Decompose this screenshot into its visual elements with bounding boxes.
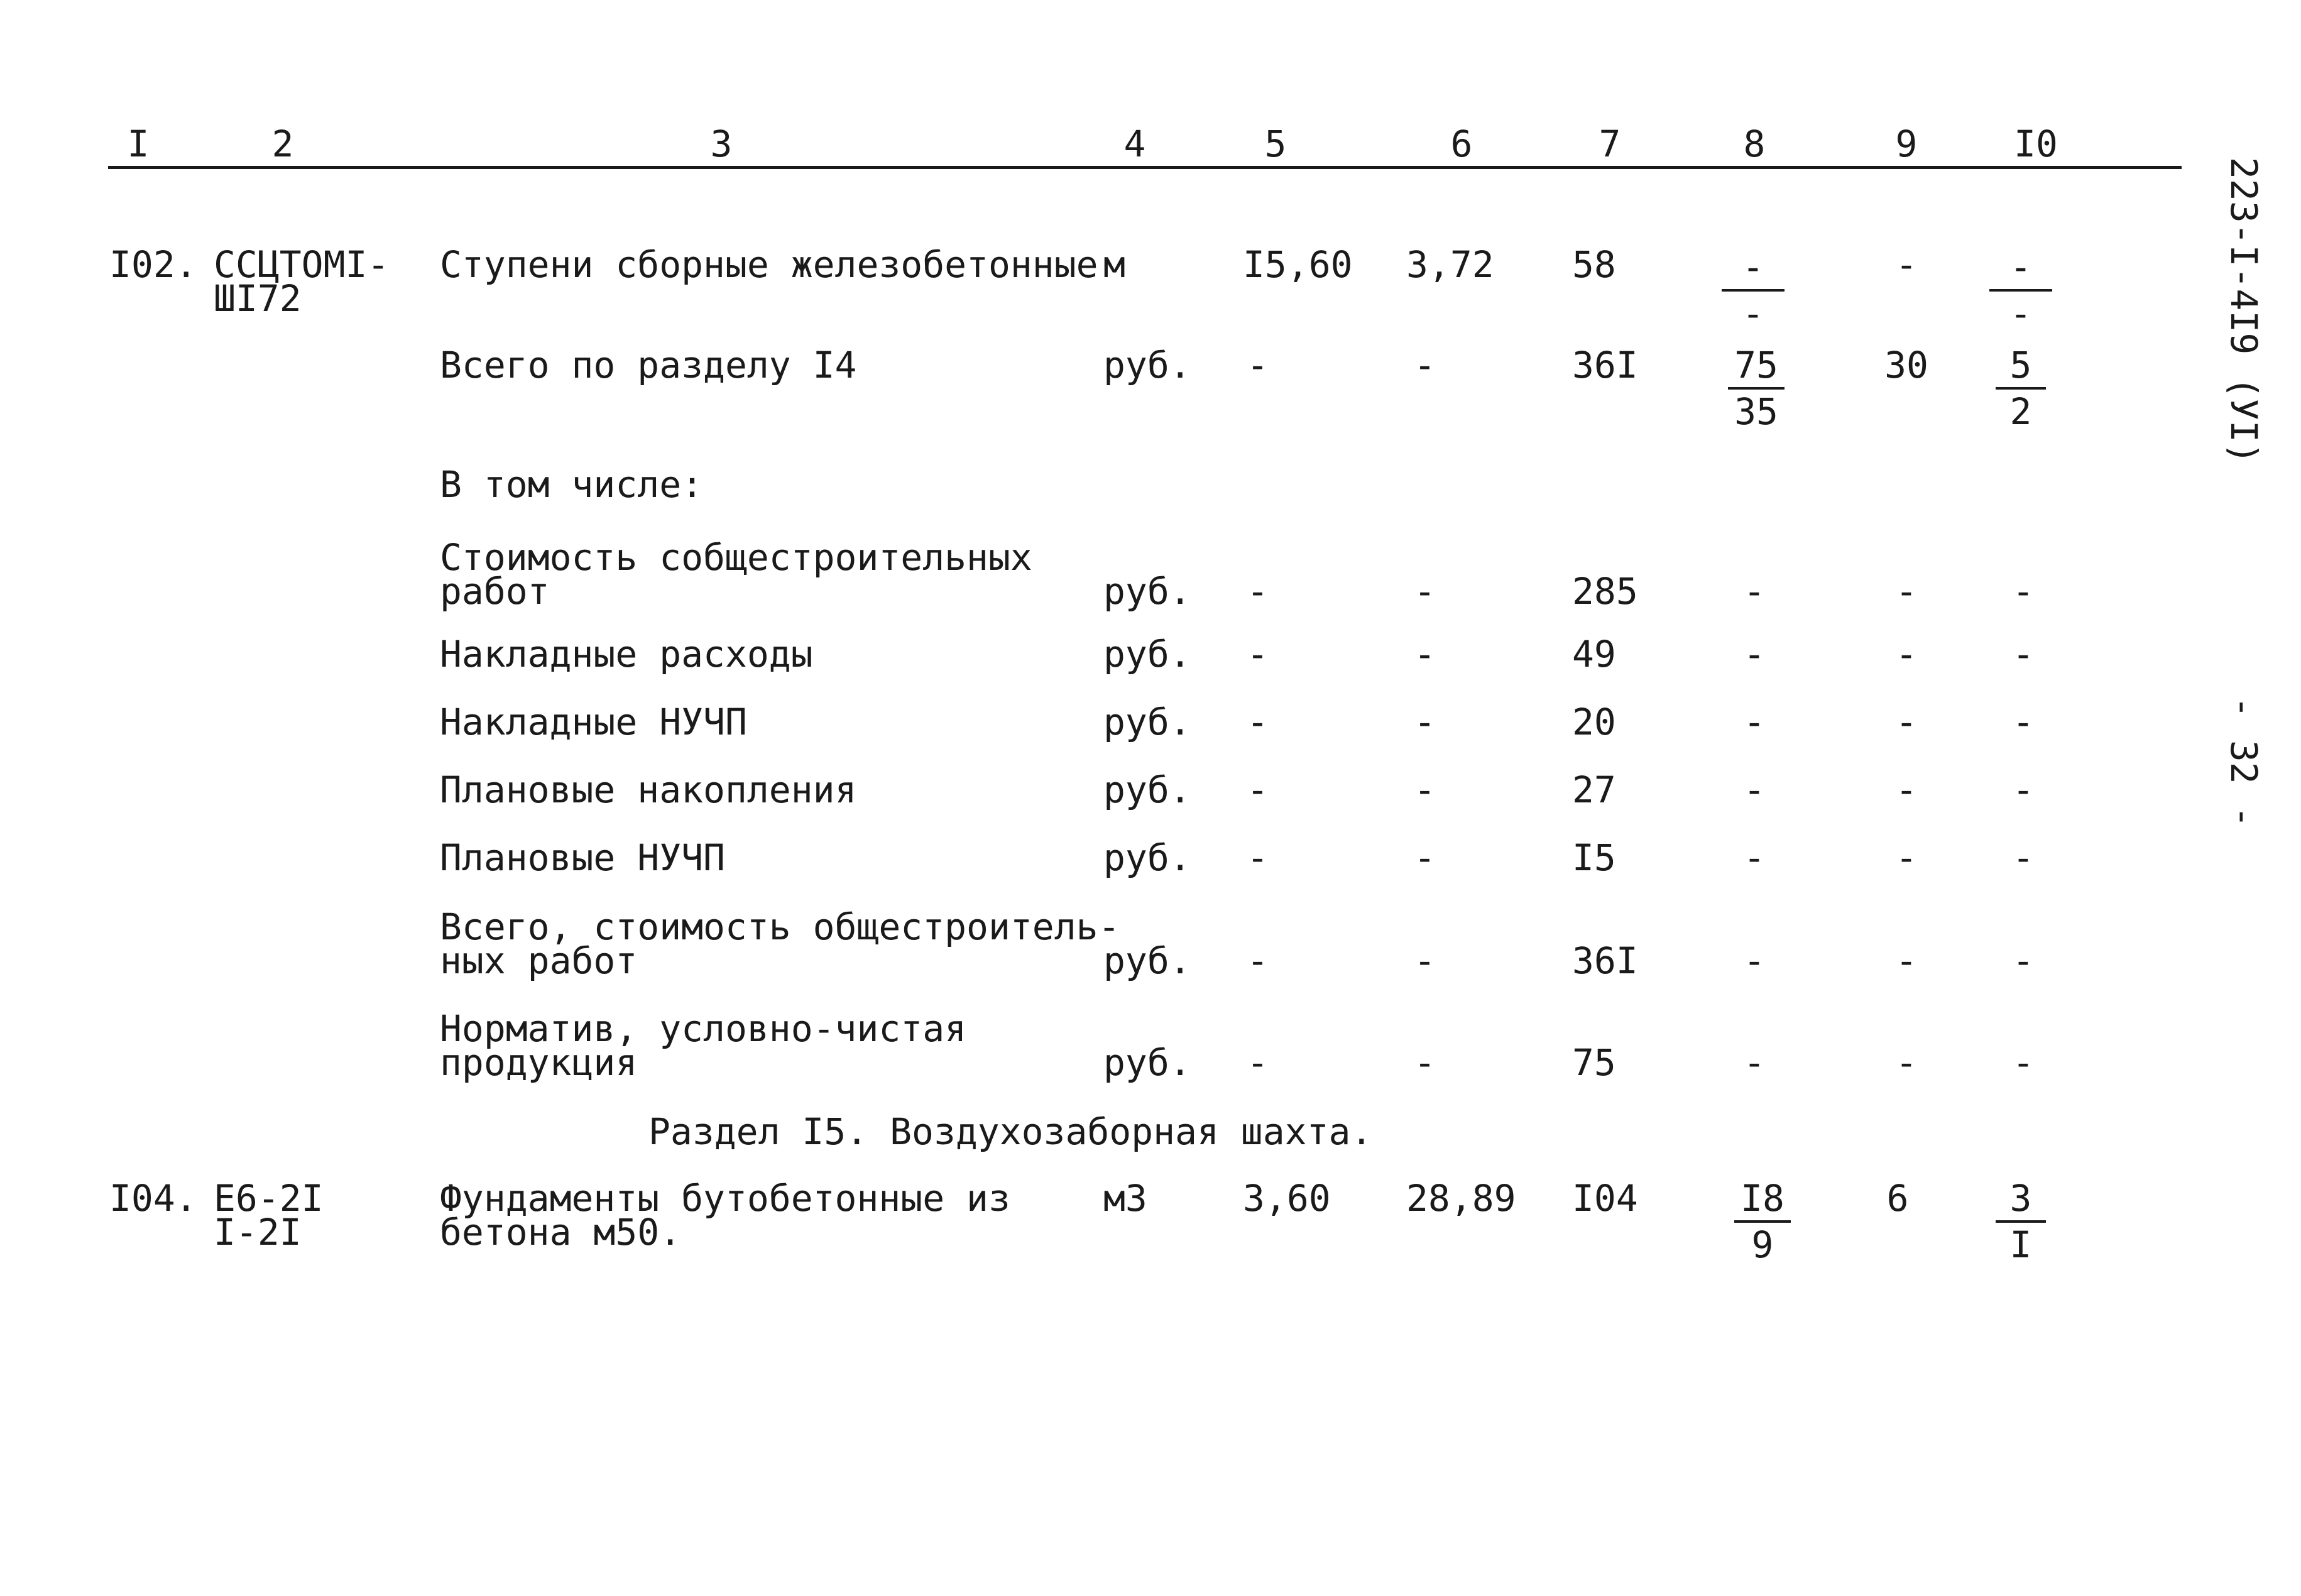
row-col7: I04 bbox=[1572, 1177, 1638, 1220]
col10-denominator: - bbox=[2009, 292, 2032, 335]
row-col10: - bbox=[2012, 570, 2035, 613]
col8-numerator: - bbox=[1722, 249, 1785, 292]
row-unit: руб. bbox=[1103, 701, 1191, 743]
col10-denominator: 2 bbox=[2009, 390, 2032, 433]
row-col10-fraction bbox=[1989, 246, 2052, 335]
row-col9: 30 bbox=[1884, 344, 1928, 386]
row-name-line1: Всего, стоимость общестроитель- bbox=[440, 905, 1120, 948]
row-col7: 27 bbox=[1572, 768, 1616, 811]
row-col9: - bbox=[1895, 570, 1918, 613]
col8-denominator: 35 bbox=[1734, 390, 1778, 433]
row-col10: - bbox=[2012, 701, 2035, 743]
row-number: I04. bbox=[109, 1177, 197, 1220]
row-col5: - bbox=[1247, 570, 1269, 613]
row-name-line2: работ bbox=[440, 570, 550, 613]
row-unit: руб. bbox=[1103, 344, 1191, 386]
side-page-number: - 32 - bbox=[2222, 696, 2265, 828]
row-col6: 28,89 bbox=[1406, 1177, 1516, 1220]
row-code-line1: ССЦТОМI- bbox=[214, 243, 390, 286]
col8-denominator: - bbox=[1742, 292, 1764, 335]
row-unit: м3 bbox=[1103, 1177, 1147, 1220]
row-col9: - bbox=[1895, 243, 1918, 286]
col-header-1: I bbox=[127, 123, 150, 165]
row-col10-fraction bbox=[1996, 1177, 2046, 1266]
row-col8: - bbox=[1743, 1041, 1766, 1084]
row-unit: руб. bbox=[1103, 633, 1191, 675]
row-col7: 20 bbox=[1572, 701, 1616, 743]
including-label: В том числе: bbox=[440, 463, 704, 506]
col8-denominator: 9 bbox=[1751, 1223, 1774, 1266]
row-col8: - bbox=[1743, 701, 1766, 743]
row-col8: - bbox=[1743, 570, 1766, 613]
col-header-6: 6 bbox=[1450, 123, 1473, 165]
row-col6: 3,72 bbox=[1406, 243, 1494, 286]
col-header-10: I0 bbox=[2014, 123, 2058, 165]
row-col10: - bbox=[2012, 768, 2035, 811]
row-col5: - bbox=[1247, 344, 1269, 386]
row-col8-fraction bbox=[1734, 1177, 1791, 1266]
section-15-heading: Раздел I5. Воздухозаборная шахта. bbox=[648, 1110, 1373, 1153]
col-header-4: 4 bbox=[1123, 123, 1146, 165]
row-name-line1: Стоимость собщестроительных bbox=[440, 536, 1032, 579]
side-doc-code: 223-I-4I9 (УI) bbox=[2222, 157, 2265, 464]
row-col5: - bbox=[1247, 701, 1269, 743]
row-name-line2: продукция bbox=[440, 1041, 638, 1084]
row-number: I02. bbox=[109, 243, 197, 286]
row-col6: - bbox=[1414, 939, 1436, 982]
row-unit: руб. bbox=[1103, 939, 1191, 982]
col10-numerator: - bbox=[1989, 249, 2052, 292]
row-col7: 36I bbox=[1572, 939, 1638, 982]
row-col5: I5,60 bbox=[1243, 243, 1353, 286]
col-header-9: 9 bbox=[1895, 123, 1918, 165]
row-col6: - bbox=[1414, 344, 1436, 386]
row-col8: - bbox=[1743, 768, 1766, 811]
row-unit: руб. bbox=[1103, 1041, 1191, 1084]
row-col6: - bbox=[1414, 836, 1436, 879]
row-col8: - bbox=[1743, 939, 1766, 982]
row-name: Накладные НУЧП bbox=[440, 701, 747, 743]
row-name: Ступени сборные железобетонные bbox=[440, 243, 1098, 286]
row-col8-fraction bbox=[1728, 344, 1785, 433]
row-col7: 75 bbox=[1572, 1041, 1616, 1084]
row-col7: 36I bbox=[1572, 344, 1638, 386]
col-header-2: 2 bbox=[271, 123, 294, 165]
row-col9: - bbox=[1895, 1041, 1918, 1084]
row-col7: I5 bbox=[1572, 836, 1616, 879]
col-header-3: 3 bbox=[710, 123, 733, 165]
row-col7: 285 bbox=[1572, 570, 1638, 613]
row-name: Плановые накопления bbox=[440, 768, 857, 811]
row-col8-fraction bbox=[1722, 246, 1785, 335]
row-col6: - bbox=[1414, 768, 1436, 811]
header-rule bbox=[108, 166, 2182, 169]
row-col5: - bbox=[1247, 1041, 1269, 1084]
row-col10: - bbox=[2012, 939, 2035, 982]
row-unit: руб. bbox=[1103, 570, 1191, 613]
row-col5: 3,60 bbox=[1243, 1177, 1331, 1220]
row-col8: - bbox=[1743, 836, 1766, 879]
row-col9: - bbox=[1895, 939, 1918, 982]
row-col9: - bbox=[1895, 836, 1918, 879]
row-col10: - bbox=[2012, 633, 2035, 675]
row-code-line1: Е6-2I bbox=[214, 1177, 324, 1220]
row-col8: - bbox=[1743, 633, 1766, 675]
row-name-line2: ных работ bbox=[440, 939, 638, 982]
col-header-8: 8 bbox=[1743, 123, 1766, 165]
col10-numerator: 3 bbox=[1996, 1180, 2046, 1223]
col-header-7: 7 bbox=[1599, 123, 1621, 165]
row-unit: м bbox=[1103, 243, 1125, 286]
col-header-5: 5 bbox=[1264, 123, 1287, 165]
row-col6: - bbox=[1414, 1041, 1436, 1084]
row-col10: - bbox=[2012, 1041, 2035, 1084]
col8-numerator: 75 bbox=[1728, 347, 1785, 390]
row-code-line2: I-2I bbox=[214, 1211, 302, 1254]
row-col10: - bbox=[2012, 836, 2035, 879]
row-col5: - bbox=[1247, 836, 1269, 879]
col10-numerator: 5 bbox=[1996, 347, 2046, 390]
row-name-line1: Норматив, условно-чистая bbox=[440, 1007, 967, 1050]
row-col6: - bbox=[1414, 633, 1436, 675]
row-name-line2: бетона м50. bbox=[440, 1211, 682, 1254]
row-code-line2: ШI72 bbox=[214, 277, 302, 320]
row-unit: руб. bbox=[1103, 836, 1191, 879]
col8-numerator: I8 bbox=[1734, 1180, 1791, 1223]
row-col7: 58 bbox=[1572, 243, 1616, 286]
row-col9: - bbox=[1895, 768, 1918, 811]
row-col6: - bbox=[1414, 570, 1436, 613]
row-col5: - bbox=[1247, 768, 1269, 811]
row-name: Плановые НУЧП bbox=[440, 836, 725, 879]
row-col10-fraction bbox=[1996, 344, 2046, 433]
row-unit: руб. bbox=[1103, 768, 1191, 811]
row-col9: 6 bbox=[1886, 1177, 1909, 1220]
row-col9: - bbox=[1895, 633, 1918, 675]
row-col5: - bbox=[1247, 633, 1269, 675]
row-col9: - bbox=[1895, 701, 1918, 743]
row-col6: - bbox=[1414, 701, 1436, 743]
col10-denominator: I bbox=[2009, 1223, 2032, 1266]
row-name-line1: Фундаменты бутобетонные из bbox=[440, 1177, 1010, 1220]
row-col5: - bbox=[1247, 939, 1269, 982]
row-name: Накладные расходы bbox=[440, 633, 813, 675]
row-col7: 49 bbox=[1572, 633, 1616, 675]
row-name: Всего по разделу I4 bbox=[440, 344, 857, 386]
